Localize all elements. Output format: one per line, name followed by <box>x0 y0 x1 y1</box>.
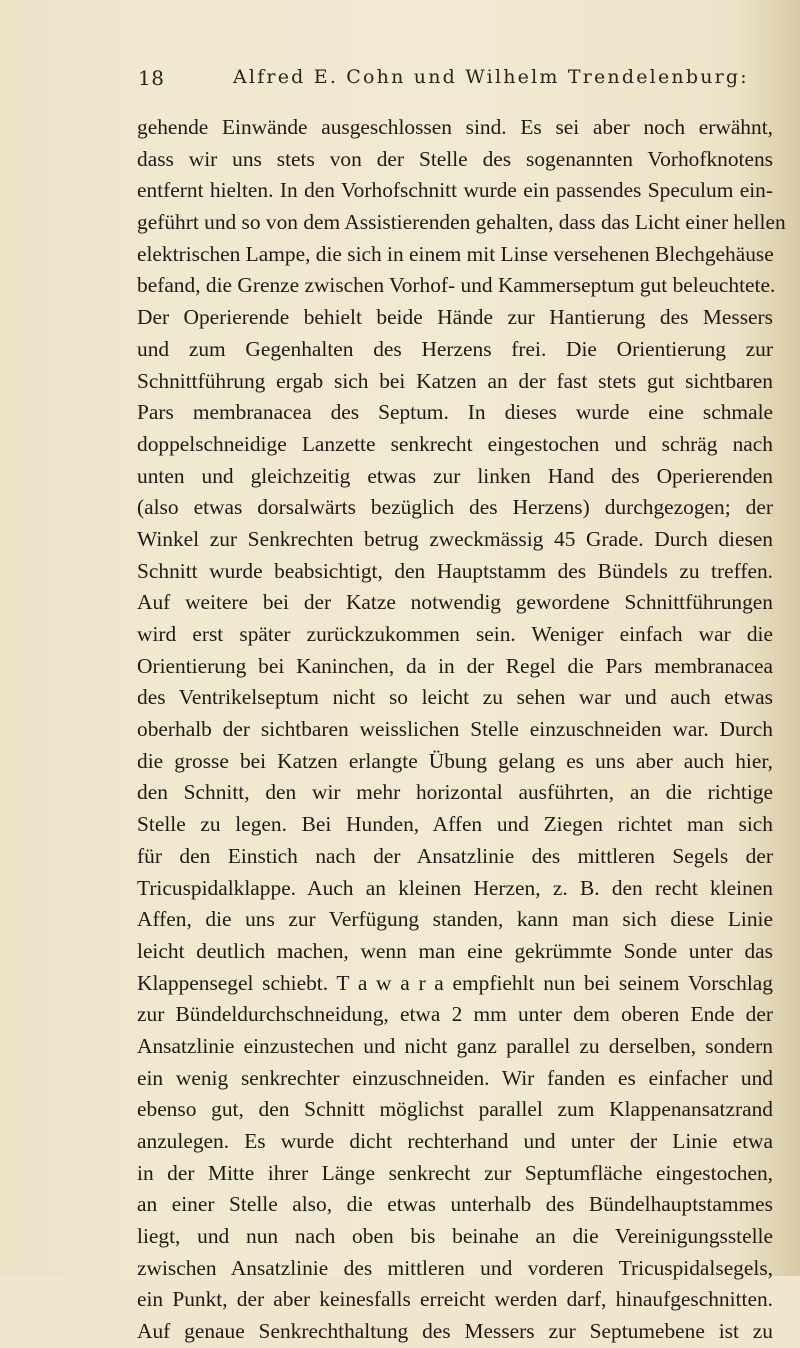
text-line: ein Punkt, der aber keinesfalls erreicht werden darf, hinaufgeschnitten. <box>137 1287 773 1312</box>
running-head <box>138 66 749 96</box>
text-line: entfernt hielten. In den Vorhofschnitt wurde ein passendes Speculum ein- <box>137 178 773 203</box>
text-line: dass wir uns stets von der Stelle des sogenannten Vorhofknotens <box>137 146 773 171</box>
text-line: gehende Einwände ausgeschlossen sind. Es sei aber noch erwähnt, <box>137 115 773 139</box>
page-number: 18 <box>138 66 165 90</box>
text-line: elektrischen Lampe, die sich in einem mit Linse versehenen Blechgehäuse <box>137 241 774 266</box>
text-line: Ansatzlinie einzustechen und nicht ganz parallel zu derselben, sondern <box>137 1033 773 1058</box>
text-line: oberhalb der sichtbaren weisslichen Stelle einzuschneiden war. Durch <box>137 717 773 742</box>
body-text <box>137 112 786 1348</box>
text-line: des Ventrikelseptum nicht so leicht zu sehen war und auch etwas <box>137 685 773 710</box>
text-line: in der Mitte ihrer Länge senkrecht zur Septumfläche eingestochen, <box>137 1160 773 1185</box>
text-line: ebenso gut, den Schnitt möglichst parallel zum Klappenansatzrand <box>137 1097 773 1122</box>
text-line: unten und gleichzeitig etwas zur linken Hand des Operierenden <box>137 463 773 488</box>
text-line: an einer Stelle also, die etwas unterhalb des Bündelhauptstammes <box>137 1192 773 1217</box>
text-line: wird erst später zurückzukommen sein. Weniger einfach war die <box>137 622 773 646</box>
text-line: leicht deutlich machen, wenn man eine gekrümmte Sonde unter das <box>137 938 773 963</box>
text-line: geführt und so von dem Assistierenden gehalten, dass das Licht einer hellen <box>137 210 786 235</box>
text-line: Der Operierende behielt beide Hände zur Hantierung des Messers <box>137 305 773 330</box>
text-line: Pars membranacea des Septum. In dieses wurde eine schmale <box>137 400 773 425</box>
text-line: anzulegen. Es wurde dicht rechterhand und unter der Linie etwa <box>137 1129 773 1153</box>
text-line: Affen, die uns zur Verfügung standen, kann man sich diese Linie <box>137 907 773 932</box>
text-line: liegt, und nun nach oben bis beinahe an die Vereinigungsstelle <box>137 1224 773 1249</box>
text-line: (also etwas dorsalwärts bezüglich des Herzens) durchgezogen; der <box>137 495 773 520</box>
text-line: Auf genaue Senkrechthaltung des Messers zur Septumebene ist zu <box>137 1319 773 1344</box>
text-line: Auf weitere bei der Katze notwendig gewordene Schnittführungen <box>137 590 773 615</box>
text-line: doppelschneidige Lanzette senkrecht eingestochen und schräg nach <box>137 431 773 456</box>
text-line: zur Bündeldurchschneidung, etwa 2 mm unter dem oberen Ende der <box>137 1002 773 1027</box>
text-line: Klappensegel schiebt. T a w a r a empfiehlt nun bei seinem Vorschlag <box>137 970 773 995</box>
running-head-authors: Alfred E. Cohn und Wilhelm Trendelenburg: <box>233 66 749 88</box>
text-line: zwischen Ansatzlinie des mittleren und vorderen Tricuspidalsegels, <box>137 1255 773 1280</box>
text-line: Stelle zu legen. Bei Hunden, Affen und Ziegen richtet man sich <box>137 812 773 837</box>
text-line: Orientierung bei Kaninchen, da in der Regel die Pars membranacea <box>137 653 773 678</box>
text-line: befand, die Grenze zwischen Vorhof- und Kammerseptum gut beleuchtete. <box>137 273 776 298</box>
text-line: Schnittführung ergab sich bei Katzen an der fast stets gut sichtbaren <box>137 368 773 393</box>
text-line: Schnitt wurde beabsichtigt, den Hauptstamm des Bündels zu treffen. <box>137 558 773 583</box>
text-line: Tricuspidalklappe. Auch an kleinen Herzen, z. B. den recht kleinen <box>137 875 773 900</box>
text-line: Winkel zur Senkrechten betrug zweckmässig 45 Grade. Durch diesen <box>137 526 773 551</box>
text-line: ein wenig senkrechter einzuschneiden. Wir fanden es einfacher und <box>137 1065 773 1090</box>
text-line: und zum Gegenhalten des Herzens frei. Die Orientierung zur <box>137 336 773 361</box>
text-line: für den Einstich nach der Ansatzlinie des mittleren Segels der <box>137 843 773 868</box>
text-line: den Schnitt, den wir mehr horizontal ausführten, an die richtige <box>137 780 773 805</box>
text-line: die grosse bei Katzen erlangte Übung gelang es uns aber auch hier, <box>137 748 773 773</box>
